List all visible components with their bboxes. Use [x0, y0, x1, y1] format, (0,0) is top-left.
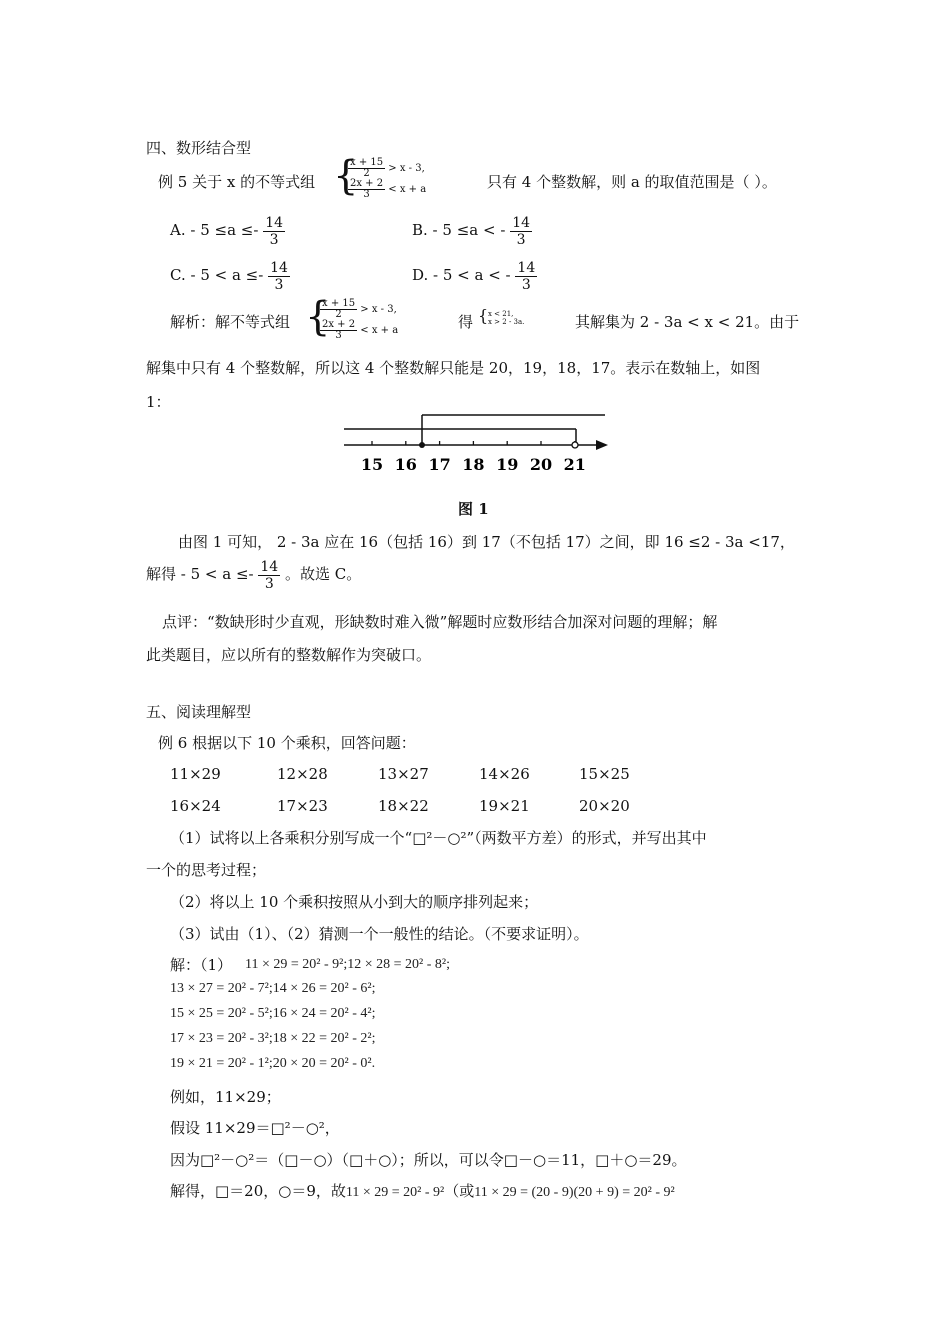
- row1-denominator: 2: [363, 168, 370, 179]
- example6: 例 6 根据以下 10 个乘积，回答问题：: [158, 734, 416, 752]
- solved-row2: x > 2 - 3a.: [488, 318, 525, 326]
- analysis-de: 得: [458, 313, 474, 331]
- analysis-suffix: 其解集为 2 - 3a < x < 21。由于: [575, 313, 800, 331]
- row2-numerator: 2x + 2: [350, 178, 384, 189]
- solve-prefix: 解得，□＝20，○＝9，故: [170, 1182, 346, 1200]
- solve-math2: 11 × 29 = (20 - 9)(20 + 9) = 20² - 9²: [474, 1185, 675, 1200]
- axis-tick-label: 20: [529, 455, 553, 474]
- inequality-system-2: [320, 299, 398, 341]
- number-line-figure: [340, 408, 610, 478]
- product-item: 20×20: [579, 797, 630, 815]
- product-item: 17×23: [277, 797, 328, 815]
- option-c: [170, 257, 290, 293]
- from-figure-line1: 由图 1 可知， 2 - 3a 应在 16（包括 16）到 17（不包括 17）之间，即 16 ≤2 - 3a <17，: [178, 533, 795, 551]
- product-item: 18×22: [378, 797, 429, 815]
- product-item: 19×21: [479, 797, 530, 815]
- row2-rhs: < x + a: [388, 184, 427, 195]
- frac-denominator: 3: [269, 231, 279, 248]
- analysis-prefix: 解析：解不等式组: [170, 313, 291, 331]
- from-figure-line2: [146, 556, 361, 592]
- frac-denominator: 3: [516, 231, 526, 248]
- solution-line: 11 × 29 = 20² - 9²;12 × 28 = 20² - 8²;: [245, 957, 450, 972]
- solved-system: [488, 310, 524, 326]
- solve-math1: 11 × 29 = 20² - 9²: [345, 1185, 445, 1200]
- question1-line2: 一个的思考过程；: [146, 861, 267, 879]
- axis-tick-label: 15: [360, 455, 384, 474]
- brace-icon: {: [333, 153, 359, 199]
- solution-label: 解：（1）: [170, 956, 233, 974]
- comment-line2: 此类题目，应以所有的整数解作为突破口。: [146, 646, 432, 664]
- row1-numerator: x + 15: [350, 157, 384, 168]
- row2-rhs: < x + a: [360, 325, 399, 336]
- frac-denominator: 3: [274, 276, 284, 293]
- solution-line: 15 × 25 = 20² - 5²;16 × 24 = 20² - 4²;: [170, 1006, 376, 1021]
- brace-icon: {: [305, 294, 331, 340]
- option-c-text: C. - 5 < a ≤-: [170, 266, 264, 284]
- solution-line: 13 × 27 = 20² - 7²;14 × 26 = 20² - 6²;: [170, 981, 376, 996]
- question1-line1: （1）试将以上各乘积分别写成一个“□²－○²”（两数平方差）的形式，并写出其中: [170, 829, 707, 847]
- example5-prefix: 例 5 关于 x 的不等式组: [158, 173, 316, 191]
- product-item: 11×29: [170, 765, 221, 783]
- question2: （2）将以上 10 个乘积按照从小到大的顺序排列起来；: [170, 893, 539, 911]
- frac-numerator: 14: [265, 214, 284, 231]
- solve-mid: （或: [444, 1182, 475, 1200]
- option-d: [412, 257, 537, 293]
- frac-denominator: 3: [264, 575, 274, 592]
- analysis-line2: 解集中只有 4 个整数解，所以这 4 个整数解只能是 20，19，18，17。表示在数轴上，如图: [146, 359, 761, 377]
- axis-tick-label: 16: [394, 455, 417, 474]
- axis-tick-label: 18: [462, 455, 485, 474]
- from-figure-suffix: 。故选 C。: [285, 565, 362, 583]
- from-figure-prefix: 解得 - 5 < a ≤-: [146, 565, 254, 583]
- assume-line: 假设 11×29＝□²－○²，: [170, 1119, 340, 1137]
- frac-numerator: 14: [512, 214, 531, 231]
- comment-line1: 点评：“数缺形时少直观，形缺数时难入微”解题时应数形结合加深对问题的理解；解: [162, 613, 718, 631]
- product-item: 14×26: [479, 765, 530, 783]
- section-heading-5: 五、阅读理解型: [146, 703, 252, 721]
- row1-denominator: 2: [335, 309, 342, 320]
- option-b-text: B. - 5 ≤a < -: [412, 221, 506, 239]
- row1-numerator: x + 15: [322, 298, 356, 309]
- row1-rhs: > x - 3,: [360, 304, 397, 315]
- example5-suffix: 只有 4 个整数解，则 a 的取值范围是（ ）。: [487, 173, 777, 191]
- frac-numerator: 14: [517, 259, 536, 276]
- analysis-line3: 1：: [146, 393, 171, 411]
- axis-arrow-icon: [596, 440, 608, 450]
- open-point-21: [572, 442, 578, 448]
- inequality-system: [348, 158, 426, 200]
- row1-rhs: > x - 3,: [388, 163, 425, 174]
- solved-row1: x < 21,: [488, 310, 514, 318]
- frac-denominator: 3: [521, 276, 531, 293]
- product-item: 16×24: [170, 797, 221, 815]
- solution-line: 19 × 21 = 20² - 1²;20 × 20 = 20² - 0².: [170, 1056, 376, 1071]
- because-line: 因为□²－○²＝（□－○）（□＋○）；所以，可以令□－○＝11，□＋○＝29。: [170, 1151, 687, 1169]
- option-d-text: D. - 5 < a < -: [412, 266, 511, 284]
- question3: （3）试由（1）、（2）猜测一个一般性的结论。（不要求证明）。: [170, 925, 589, 943]
- section-heading-4: 四、数形结合型: [146, 139, 252, 157]
- option-a: [170, 212, 285, 248]
- option-a-text: A. - 5 ≤a ≤-: [170, 221, 259, 239]
- solution-line: 17 × 23 = 20² - 3²;18 × 22 = 20² - 2²;: [170, 1031, 376, 1046]
- small-brace-icon: {: [478, 306, 489, 325]
- frac-numerator: 14: [270, 259, 288, 276]
- row2-denominator: 3: [335, 330, 342, 341]
- product-item: 12×28: [277, 765, 328, 783]
- figure-caption: 图 1: [458, 500, 489, 518]
- example-line: 例如，11×29；: [170, 1088, 281, 1106]
- product-item: 15×25: [579, 765, 630, 783]
- row2-numerator: 2x + 2: [322, 319, 356, 330]
- frac-numerator: 14: [260, 558, 279, 575]
- axis-tick-label: 21: [563, 455, 586, 474]
- closed-point-17: [419, 442, 425, 448]
- option-b: [412, 212, 532, 248]
- axis-tick-label: 19: [496, 455, 519, 474]
- axis-tick-label: 17: [428, 455, 451, 474]
- row2-denominator: 3: [363, 189, 370, 200]
- solve-line: [170, 1181, 675, 1203]
- product-item: 13×27: [378, 765, 429, 783]
